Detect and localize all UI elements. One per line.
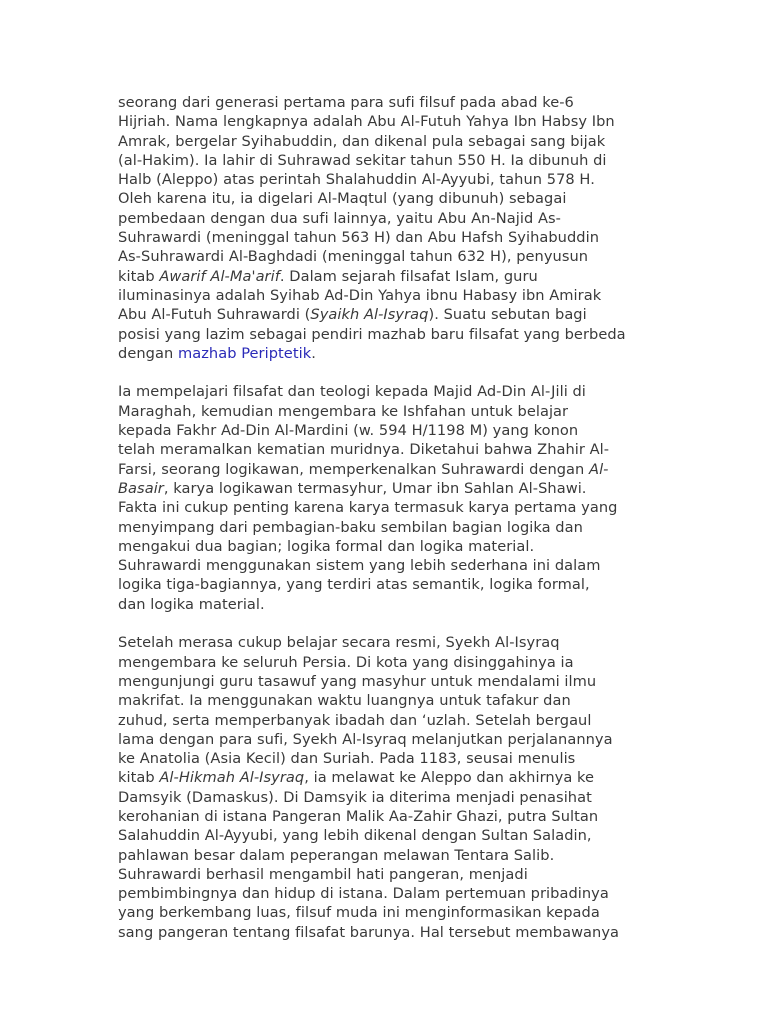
paragraph: [118, 633, 658, 942]
text-line: [118, 903, 658, 922]
text-segment: .: [311, 344, 316, 362]
text-segment: ke Anatolia (Asia Kecil) dan Suriah. Pada 1183, seusai menulis: [118, 750, 576, 768]
text-segment: Suhrawardi berhasil mengambil hati pangeran, menjadi: [118, 865, 528, 883]
text-segment: . Dalam sejarah filsafat Islam, guru: [279, 267, 538, 285]
text-segment: Suhrawardi (meninggal tahun 563 H) dan Abu Hafsh Syihabuddin: [118, 229, 600, 247]
text-segment: Halb (Aleppo) atas perintah Shalahuddin Al-Ayyubi, tahun 578 H.: [118, 171, 595, 189]
text-segment: makrifat. Ia menggunakan waktu luangnya untuk tafakur dan: [118, 692, 571, 710]
text-segment: pembedaan dengan dua sufi lainnya, yaitu Abu An-Najid As-: [118, 209, 561, 227]
text-segment: seorang dari generasi pertama para sufi filsuf pada abad ke-6: [118, 94, 574, 111]
text-segment: dengan: [118, 344, 178, 362]
text-line: [118, 460, 658, 479]
text-segment: posisi yang lazim sebagai pendiri mazhab baru filsafat yang berbeda: [118, 325, 626, 343]
text-line: [118, 112, 658, 131]
text-line: [118, 730, 658, 749]
text-line: [118, 498, 658, 517]
text-line: [118, 711, 658, 730]
text-segment: logika tiga-bagiannya, yang terdiri atas semantik, logika formal,: [118, 576, 590, 594]
text-line: [118, 653, 658, 672]
text-line: [118, 189, 658, 208]
text-segment: Setelah merasa cukup belajar secara resmi, Syekh Al-Isyraq: [118, 634, 560, 652]
text-segment: pembimbingnya dan hidup di istana. Dalam pertemuan pribadinya: [118, 885, 609, 903]
text-segment: ). Suatu sebutan bagi: [428, 306, 587, 324]
text-segment: Farsi, seorang logikawan, memperkenalkan Suhrawardi dengan: [118, 460, 590, 478]
text-segment: kitab: [118, 769, 160, 787]
text-segment: menyimpang dari pembagian-baku sembilan bagian logika dan: [118, 518, 583, 536]
italic-term: Syaikh Al-Isyraq: [310, 306, 429, 324]
text-segment: zuhud, serta memperbanyak ibadah dan ‘uzlah. Setelah bergaul: [118, 711, 592, 729]
text-line: [118, 402, 658, 421]
text-line: [118, 846, 658, 865]
text-segment: Suhrawardi menggunakan sistem yang lebih sederhana ini dalam: [118, 557, 601, 575]
text-segment: sang pangeran tentang filsafat barunya. Hal tersebut membawanya: [118, 923, 620, 941]
text-line: [118, 923, 658, 942]
text-line: [118, 170, 658, 189]
text-line: [118, 788, 658, 807]
text-segment: mengunjungi guru tasawuf yang masyhur untuk mendalami ilmu: [118, 672, 597, 690]
text-line: [118, 633, 658, 652]
italic-term: Awarif Al-Ma'arif: [159, 267, 280, 285]
text-segment: Fakta ini cukup penting karena karya termasuk karya pertama yang: [118, 499, 618, 517]
text-segment: Oleh karena itu, ia digelari Al-Maqtul (yang dibunuh) sebagai: [118, 190, 567, 208]
text-segment: kepada Fakhr Ad-Din Al-Mardini (w. 594 H/1198 M) yang konon: [118, 422, 579, 440]
text-line: [118, 749, 658, 768]
text-line: [118, 691, 658, 710]
text-line: [118, 286, 658, 305]
text-line: [118, 537, 658, 556]
text-line: [118, 421, 658, 440]
text-segment: mengakui dua bagian; logika formal dan logika material.: [118, 537, 535, 555]
text-line: [118, 595, 658, 614]
text-line: [118, 575, 658, 594]
text-segment: dan logika material.: [118, 595, 265, 613]
text-segment: kerohanian di istana Pangeran Malik Aa-Zahir Ghazi, putra Sultan: [118, 807, 599, 825]
text-segment: , karya logikawan termasyhur, Umar ibn Sahlan Al-Shawi.: [163, 479, 587, 497]
document-body: [118, 93, 658, 961]
text-line: [118, 93, 658, 112]
text-line: [118, 344, 658, 363]
text-line: [118, 228, 658, 247]
text-line: [118, 247, 658, 266]
text-line: [118, 479, 658, 498]
text-segment: Abu Al-Futuh Suhrawardi (: [118, 306, 311, 324]
text-line: [118, 325, 658, 344]
paragraph: [118, 382, 658, 614]
text-line: [118, 151, 658, 170]
text-segment: pahlawan besar dalam peperangan melawan Tentara Salib.: [118, 846, 555, 864]
text-segment: telah meramalkan kematian muridnya. Diketahui bahwa Zhahir Al-: [118, 441, 610, 459]
italic-term: Basair: [118, 479, 164, 497]
text-segment: yang berkembang luas, filsuf muda ini menginformasikan kepada: [118, 904, 600, 922]
hyperlink-mazhab-periptetik[interactable]: mazhab Periptetik: [177, 344, 312, 362]
text-segment: As-Suhrawardi Al-Baghdadi (meninggal tahun 632 H), penyusun: [118, 248, 589, 266]
text-segment: Ia mempelajari filsafat dan teologi kepada Majid Ad-Din Al-Jili di: [118, 383, 586, 401]
text-segment: Amrak, bergelar Syihabuddin, dan dikenal pula sebagai sang bijak: [118, 132, 606, 150]
text-segment: (al-Hakim). Ia lahir di Suhrawad sekitar tahun 550 H. Ia dibunuh di: [118, 151, 607, 169]
text-line: [118, 807, 658, 826]
text-line: [118, 518, 658, 537]
text-line: [118, 672, 658, 691]
text-segment: Maraghah, kemudian mengembara ke Ishfahan untuk belajar: [118, 402, 569, 420]
text-segment: lama dengan para sufi, Syekh Al-Isyraq melanjutkan perjalanannya: [118, 730, 613, 748]
text-line: [118, 556, 658, 575]
text-line: [118, 768, 658, 787]
text-segment: mengembara ke seluruh Persia. Di kota yang disinggahinya ia: [118, 653, 574, 671]
paragraph: [118, 93, 658, 363]
text-line: [118, 826, 658, 845]
text-line: [118, 209, 658, 228]
text-segment: kitab: [118, 267, 160, 285]
italic-term: Al-: [589, 460, 609, 478]
italic-term: Al-Hikmah Al-Isyraq: [159, 769, 305, 787]
text-segment: Damsyik (Damaskus). Di Damsyik ia diterima menjadi penasihat: [118, 788, 592, 806]
text-line: [118, 305, 658, 324]
text-segment: Salahuddin Al-Ayyubi, yang lebih dikenal dengan Sultan Saladin,: [118, 827, 592, 845]
text-segment: iluminasinya adalah Syihab Ad-Din Yahya ibnu Habasy ibn Amirak: [118, 286, 602, 304]
text-line: [118, 267, 658, 286]
text-line: [118, 865, 658, 884]
text-line: [118, 440, 658, 459]
text-segment: Hijriah. Nama lengkapnya adalah Abu Al-Futuh Yahya Ibn Habsy Ibn: [118, 113, 615, 131]
text-line: [118, 132, 658, 151]
text-line: [118, 884, 658, 903]
text-segment: , ia melawat ke Aleppo dan akhirnya ke: [304, 769, 595, 787]
text-line: [118, 382, 658, 401]
